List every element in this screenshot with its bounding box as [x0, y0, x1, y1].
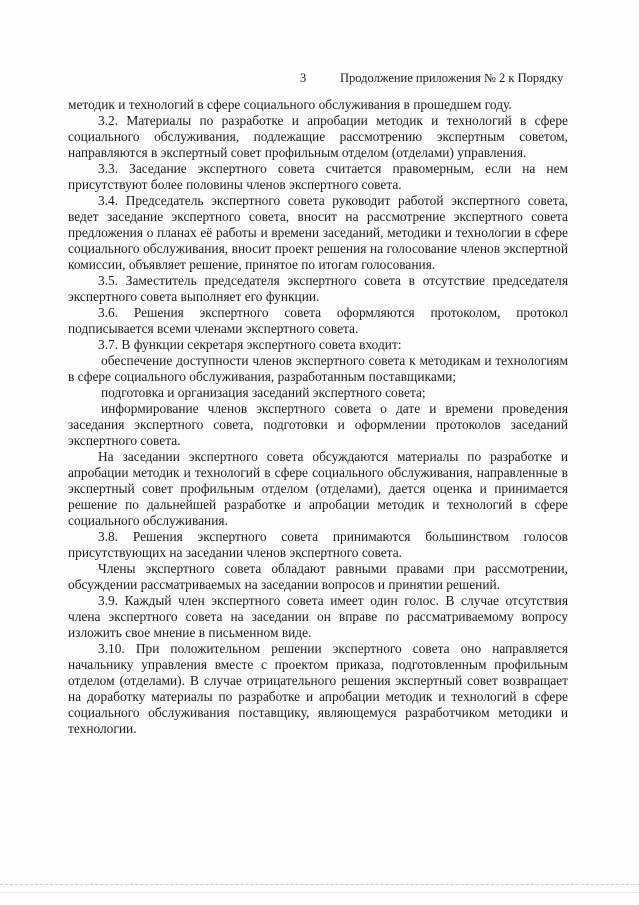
paragraph-3-6: 3.6. Решения экспертного совета оформляются протоколом, протокол подписывается всеми членами экспертного совета.	[68, 305, 568, 336]
paragraph-continuation: методик и технологий в сфере социального обслуживания в прошедшем году.	[68, 97, 512, 112]
document-body	[68, 97, 568, 737]
paragraph-3-3: 3.3. Заседание экспертного совета считается правомерным, если на нем присутствуют более половины членов экспертного совета.	[68, 161, 568, 192]
page-header	[0, 71, 639, 89]
page-number: 3	[300, 71, 307, 85]
paragraph-3-5: 3.5. Заместитель председателя экспертного совета в отсутствие председателя экспертного совета выполняет его функции.	[68, 273, 568, 304]
paragraph-3-2: 3.2. Материалы по разработке и апробации методик и технологий в сфере социального обслуживания, подлежащие рассмотрению экспертным советом, направляются в экспертный совет профильным отделом (отделами) управления.	[68, 113, 568, 160]
list-item-informing: информирование членов экспертного совета о дате и времени проведения заседания экспертного совета, подготовки и оформлении протоколов заседаний экспертного совета.	[68, 401, 568, 448]
paragraph-3-7: 3.7. В функции секретаря экспертного совета входит:	[98, 337, 402, 352]
paragraph-3-8: 3.8. Решения экспертного совета принимаются большинством голосов присутствующих на заседании членов экспертного совета.	[68, 529, 568, 560]
list-item-access: обеспечение доступности членов экспертного совета к методикам и технологиям в сфере социального обслуживания, разработанным поставщиками;	[68, 353, 568, 384]
paragraph-3-10: 3.10. При положительном решении экспертного совета оно направляется начальнику управления вместе с проектом приказа, подготовленным профильным отделом (отделами). В случае отрицательного решения экспертный совет возвращает на доработку материалы по разработке и апробации методик и технологий в сфере социального обслуживания поставщику, являющемуся разработчиком методики и технологии.	[68, 641, 568, 736]
paragraph-3-4: 3.4. Председатель экспертного совета руководит работой экспертного совета, ведет заседание экспертного совета, вносит на рассмотрение экспертного совета предложения о планах её работы и времени заседаний, методики и технологии в сфере социального обслуживания, вносит проект решения на голосование членов экспертной комиссии, объявляет решение, принятое по итогам голосования.	[68, 193, 568, 272]
scan-edge-line	[0, 892, 639, 894]
appendix-heading: Продолжение приложения № 2 к Порядку	[340, 71, 564, 85]
list-item-preparation: подготовка и организация заседаний экспертного совета;	[101, 385, 426, 400]
paragraph-meeting-discussion: На заседании экспертного совета обсуждаются материалы по разработке и апробации методик и технологий в сфере социального обслуживания, направленные в экспертный совет профильным отделом (отделами), дается оценка и принимается решение по дальнейшей разработке и апробации методик и технологий в сфере социального обслуживания.	[68, 449, 568, 528]
scan-edge-line	[0, 884, 639, 886]
paragraph-equal-rights: Члены экспертного совета обладают равными правами при рассмотрении, обсуждении рассматриваемых на заседании вопросов и принятии решений.	[68, 561, 568, 592]
paragraph-3-9: 3.9. Каждый член экспертного совета имеет один голос. В случае отсутствия члена экспертного совета на заседании он вправе по рассматриваемому вопросу изложить свое мнение в письменном виде.	[68, 593, 568, 640]
